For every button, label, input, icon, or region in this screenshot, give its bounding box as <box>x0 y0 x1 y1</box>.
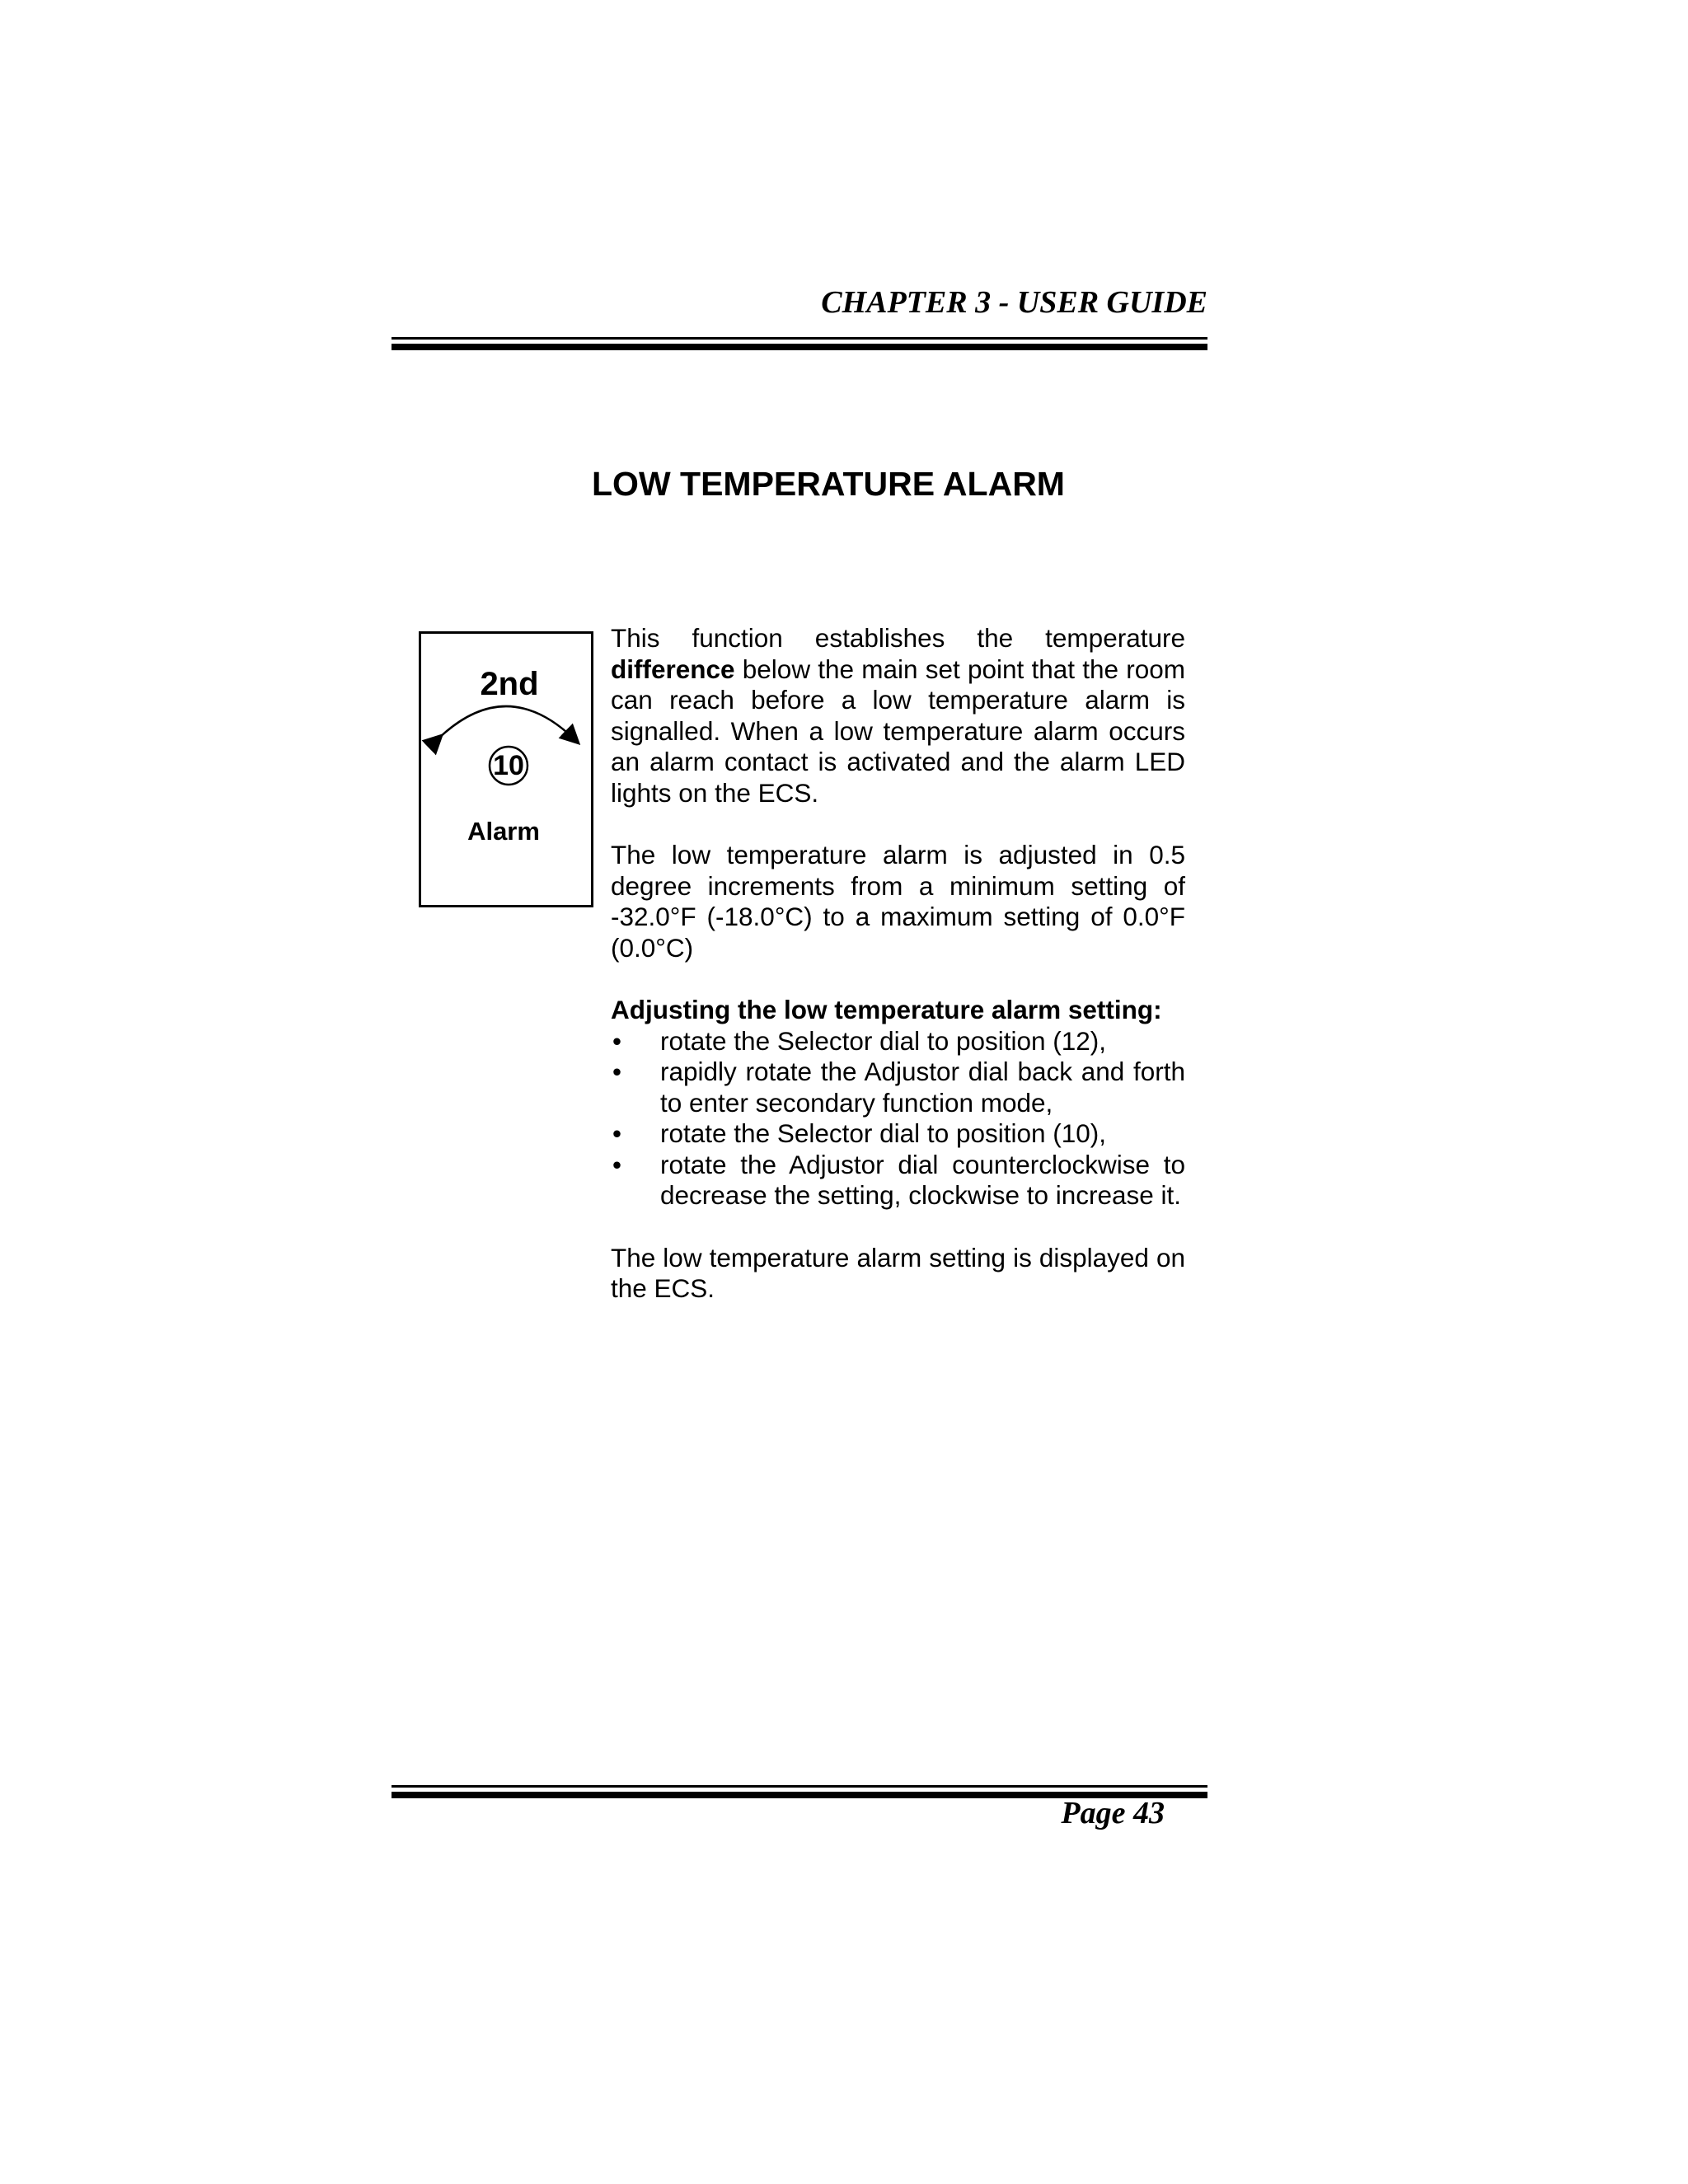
page-number: Page 43 <box>1061 1796 1165 1830</box>
dial-figure <box>419 631 593 907</box>
bullet-icon: • <box>612 1057 622 1086</box>
list-item: • rotate the Adjustor dial counterclockwise to decrease the setting, clockwise to increase it. <box>612 1149 1185 1210</box>
list-item: • rapidly rotate the Adjustor dial back and forth to enter secondary function mode, <box>612 1057 1185 1118</box>
dial-top-label: 2nd <box>480 666 539 702</box>
steps-list <box>611 1026 1185 1212</box>
emphasis-difference: difference <box>611 654 735 684</box>
closing-paragraph: The low temperature alarm setting is displayed on the ECS. <box>611 1242 1185 1303</box>
body-text <box>611 623 1185 1305</box>
list-item: • rotate the Selector dial to position (10), <box>612 1118 1107 1148</box>
intro-paragraph: This function establishes the temperature difference below the main set point that the room can reach before a low temperature alarm is signalled. When a low temperature alarm occurs an alarm contact is activated and the alarm LED lights on the ECS. <box>611 623 1185 808</box>
dial-position-number: 10 <box>493 750 524 781</box>
adjusting-subheading: Adjusting the low temperature alarm setting: <box>611 995 1162 1024</box>
list-item: • rotate the Selector dial to position (12), <box>612 1025 1107 1056</box>
dial-bottom-label: Alarm <box>467 817 540 846</box>
bullet-icon: • <box>612 1149 622 1179</box>
page-title: LOW TEMPERATURE ALARM <box>592 465 1065 503</box>
chapter-header: CHAPTER 3 - USER GUIDE <box>821 285 1207 320</box>
range-paragraph: The low temperature alarm is adjusted in 0.5 degree increments from a minimum setting of -32.0°F (-18.0°C) to a maximum setting of 0.0°F (0.0°C) <box>611 840 1185 963</box>
header-rule <box>392 337 1207 350</box>
bullet-icon: • <box>612 1025 622 1056</box>
bullet-icon: • <box>612 1118 622 1148</box>
